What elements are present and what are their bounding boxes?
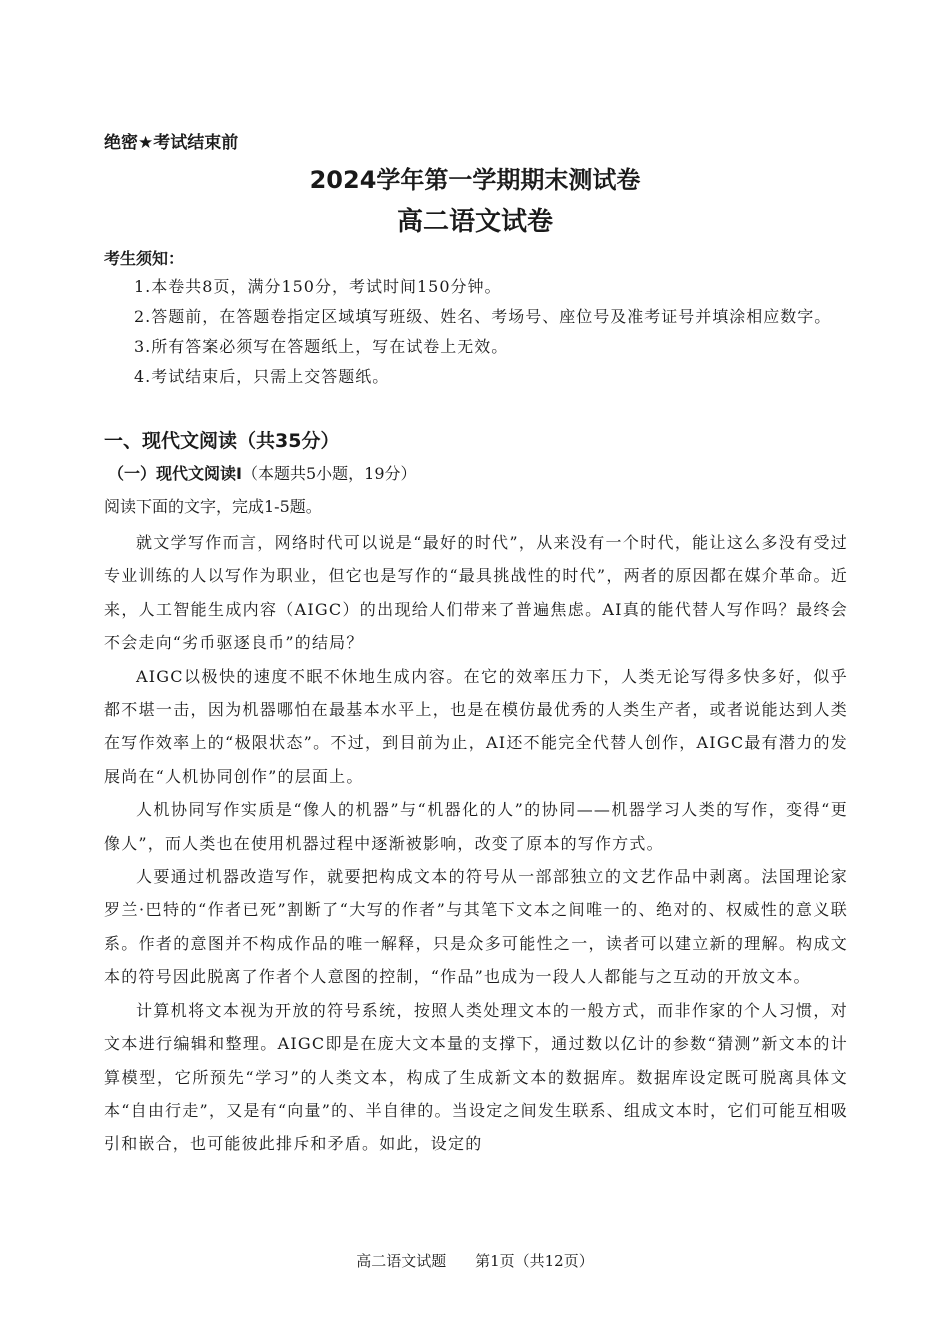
subsection-heading (108, 461, 417, 484)
notice-item: 1.本卷共8页，满分150分，考试时间150分钟。 (134, 277, 502, 296)
notice-list (104, 272, 848, 392)
passage-paragraph: 就文学写作而言，网络时代可以说是“最好的时代”，从来没有一个时代，能让这么多没有受过专业训练的人以写作为职业，但它也是写作的“最具挑战性的时代”，两者的原因都在媒介革命。近来，人工智能生成内容（AIGC）的出现给人们带来了普遍焦虑。AI真的能代替人写作吗？最终会不会走向“劣币驱逐良币”的结局？ (104, 533, 848, 653)
notice-item: 4.考试结束后，只需上交答题纸。 (134, 367, 390, 386)
passage-paragraph: 计算机将文本视为开放的符号系统，按照人类处理文本的一般方式，而非作家的个人习惯，对文本进行编辑和整理。AIGC即是在庞大文本量的支撑下，通过数以亿计的参数“猜测”新文本的计算模型，它所预先“学习”的人类文本，构成了生成新文本的数据库。数据库设定既可脱离具体文本“自由行走”，又是有“向量”的、半自律的。当设定之间发生联系、组成文本时，它们可能互相吸引和嵌合，也可能彼此排斥和矛盾。如此，设定的 (104, 1000, 848, 1154)
notice-item: 2.答题前，在答题卷指定区域填写班级、姓名、考场号、座位号及准考证号并填涂相应数字。 (134, 307, 832, 326)
reading-instruction: 阅读下面的文字，完成1-5题。 (104, 497, 322, 516)
passage-paragraph: 人要通过机器改造写作，就要把构成文本的符号从一部部独立的文艺作品中剥离。法国理论家罗兰·巴特的“作者已死”割断了“大写的作者”与其笔下文本之间唯一的、绝对的、权威性的意义联系。作者的意图并不构成作品的唯一解释，只是众多可能性之一，读者可以建立新的理解。构成文本的符号因此脱离了作者个人意图的控制，“作品”也成为一段人人都能与之互动的开放文本。 (104, 867, 848, 987)
subsection-title: （一）现代文阅读Ⅰ (108, 464, 242, 483)
subsection-note: （本题共5小题，19分） (241, 464, 417, 483)
footer-page-number: 第1页（共12页） (475, 1252, 594, 1270)
exam-title: 2024学年第一学期期末测试卷 (309, 166, 641, 194)
passage-paragraph: AIGC以极快的速度不眠不休地生成内容。在它的效率压力下，人类无论写得多快多好，似乎都不堪一击，因为机器哪怕在最基本水平上，也是在模仿最优秀的人类生产者，或者说能达到人类在写作效率上的“极限状态”。不过，到目前为止，AI还不能完全代替人创作，AIGC最有潜力的发展尚在“人机协同创作”的层面上。 (104, 666, 848, 786)
confidential-label: 绝密★考试结束前 (104, 133, 239, 153)
page-footer (0, 1250, 950, 1271)
exam-subtitle: 高二语文试卷 (396, 207, 553, 237)
footer-subject: 高二语文试题 (356, 1252, 447, 1270)
notice-heading: 考生须知： (104, 249, 185, 268)
passage-paragraph: 人机协同写作实质是“像人的机器”与“机器化的人”的协同——机器学习人类的写作，变得“更像人”，而人类也在使用机器过程中逐渐被影响，改变了原本的写作方式。 (104, 800, 848, 853)
section-title: 一、现代文阅读（共35分） (104, 430, 340, 452)
notice-item: 3.所有答案必须写在答题纸上，写在试卷上无效。 (134, 337, 509, 356)
reading-passage (104, 526, 848, 1161)
